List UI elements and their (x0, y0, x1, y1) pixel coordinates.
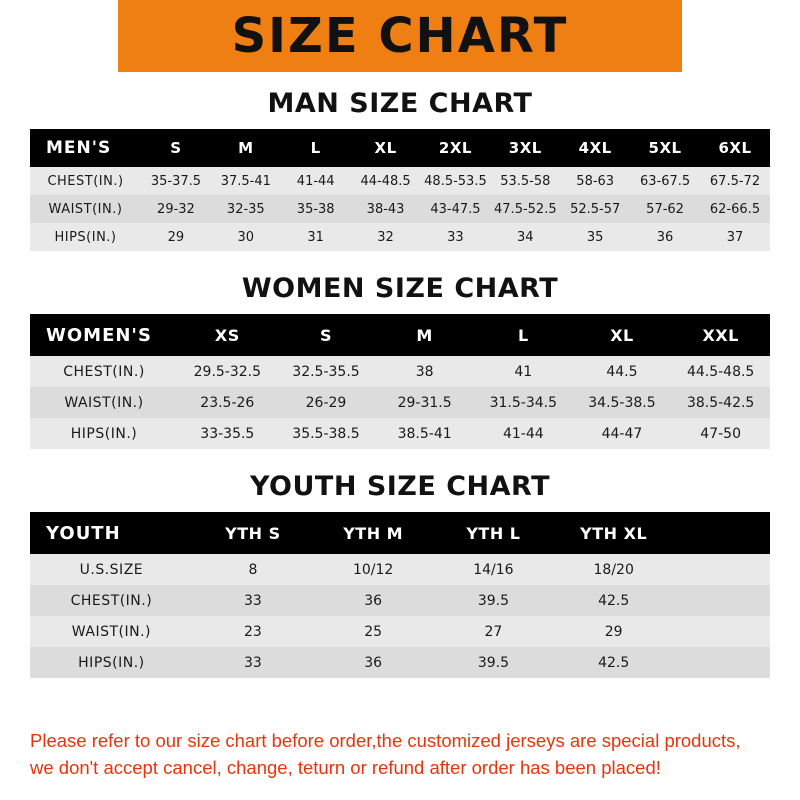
cell-empty (674, 585, 770, 616)
table-row (30, 418, 770, 449)
cell: 42.5 (598, 654, 630, 671)
women-size-table (30, 314, 770, 449)
cell: 37 (726, 229, 744, 245)
footer-disclaimer (30, 728, 776, 782)
cell: 38.5-41 (397, 425, 452, 442)
youth-table-wrap (0, 512, 800, 678)
cell: 29.5-32.5 (193, 363, 262, 380)
cell: 53.5-58 (500, 173, 551, 189)
cell: 25 (364, 623, 383, 640)
cell: 34.5-38.5 (588, 394, 656, 411)
col-header-mens: MEN'S (46, 138, 112, 158)
cell: 44.5 (606, 363, 638, 380)
cell: 29 (167, 229, 185, 245)
man-size-table (30, 129, 770, 251)
cell: 33 (244, 654, 262, 671)
cell-empty (674, 554, 770, 585)
col-header-xxl: XXL (702, 325, 739, 345)
cell: 8 (248, 561, 258, 578)
cell: 35 (586, 229, 604, 245)
col-header-spacer (674, 512, 770, 554)
cell: 33 (447, 229, 464, 245)
table-header-row (30, 314, 770, 356)
cell: 27 (484, 623, 503, 640)
cell-empty (674, 647, 770, 678)
cell: 23 (244, 623, 262, 640)
cell-empty (674, 616, 770, 647)
row-label-hips: HIPS(IN.) (78, 654, 145, 671)
page-title: SIZE CHART (231, 8, 569, 64)
cell: 58-63 (576, 173, 615, 189)
cell: 47.5-52.5 (494, 201, 557, 217)
cell: 18/20 (593, 561, 634, 578)
table-row (30, 167, 770, 195)
row-label-waist: WAIST(IN.) (48, 201, 123, 217)
cell: 37.5-41 (220, 173, 271, 189)
col-header-youth: YOUTH (46, 522, 121, 544)
table-row (30, 195, 770, 223)
col-header-yth-s: YTH S (225, 523, 281, 543)
cell: 38.5-42.5 (686, 394, 755, 411)
man-section-title: MAN SIZE CHART (267, 88, 533, 119)
table-row (30, 585, 770, 616)
cell: 38 (415, 363, 434, 380)
col-header-l: L (517, 325, 529, 345)
cell: 39.5 (477, 654, 509, 671)
cell: 48.5-53.5 (424, 173, 487, 189)
cell: 32 (377, 229, 394, 245)
cell: 43-47.5 (430, 201, 481, 217)
cell: 63-67.5 (639, 173, 691, 189)
cell: 31 (307, 229, 324, 245)
footer-line-1: Please refer to our size chart before order,the customized jerseys are special products, (30, 730, 741, 752)
table-header-row (30, 512, 770, 554)
col-header-s: S (170, 139, 182, 157)
row-label-chest: CHEST(IN.) (70, 592, 153, 609)
cell: 10/12 (352, 561, 394, 578)
cell: 44.5-48.5 (686, 363, 755, 380)
cell: 29-31.5 (397, 394, 452, 411)
table-row (30, 647, 770, 678)
cell: 38-43 (366, 201, 405, 217)
cell: 35-37.5 (150, 173, 202, 189)
row-label-waist: WAIST(IN.) (71, 623, 151, 640)
col-header-4xl: 4XL (578, 139, 612, 157)
cell: 41-44 (296, 173, 335, 189)
col-header-3xl: 3XL (508, 139, 542, 157)
header-banner (0, 0, 800, 72)
row-label-hips: HIPS(IN.) (70, 425, 138, 442)
cell: 52.5-57 (570, 201, 621, 217)
women-section-title: WOMEN SIZE CHART (241, 273, 559, 304)
col-header-l: L (310, 139, 321, 157)
cell: 36 (364, 654, 383, 671)
table-header-row (30, 129, 770, 167)
col-header-2xl: 2XL (438, 139, 472, 157)
col-header-xs: XS (214, 325, 240, 345)
col-header-xl: XL (610, 325, 634, 345)
cell: 31.5-34.5 (489, 394, 557, 411)
row-label-us-size: U.S.SIZE (79, 561, 144, 578)
cell: 32.5-35.5 (292, 363, 360, 380)
youth-size-table (30, 512, 770, 678)
col-header-xl: XL (374, 139, 397, 157)
cell: 39.5 (477, 592, 509, 609)
table-row (30, 616, 770, 647)
cell: 33-35.5 (200, 425, 255, 442)
cell: 29 (604, 623, 623, 640)
row-label-chest: CHEST(IN.) (47, 173, 124, 189)
col-header-womens: WOMEN'S (46, 324, 152, 346)
table-row (30, 554, 770, 585)
cell: 29-32 (157, 201, 195, 217)
cell: 23.5-26 (200, 394, 255, 411)
cell: 35-38 (296, 201, 335, 217)
col-header-yth-m: YTH M (343, 523, 404, 543)
women-table-wrap (0, 314, 800, 449)
col-header-yth-xl: YTH XL (580, 523, 648, 543)
col-header-m: M (416, 325, 433, 345)
table-row (30, 223, 770, 251)
col-header-5xl: 5XL (648, 139, 682, 157)
cell: 62-66.5 (709, 201, 761, 217)
table-row (30, 387, 770, 418)
cell: 30 (237, 229, 255, 245)
cell: 33 (244, 592, 262, 609)
row-label-hips: HIPS(IN.) (54, 229, 117, 245)
cell: 34 (517, 229, 534, 245)
cell: 47-50 (700, 425, 741, 442)
cell: 42.5 (598, 592, 630, 609)
cell: 41-44 (502, 425, 544, 442)
col-header-6xl: 6XL (718, 139, 752, 157)
cell: 41 (514, 363, 533, 380)
cell: 36 (364, 592, 383, 609)
youth-section-title: YOUTH SIZE CHART (249, 471, 551, 502)
cell: 57-62 (646, 201, 684, 217)
footer-line-2: we don't accept cancel, change, teturn or refund after order has been placed! (30, 757, 661, 779)
man-table-wrap (0, 129, 800, 251)
cell: 35.5-38.5 (292, 425, 360, 442)
cell: 32-35 (226, 201, 265, 217)
col-header-s: S (319, 325, 332, 345)
col-header-m: M (238, 139, 254, 157)
col-header-yth-l: YTH L (466, 523, 521, 543)
cell: 26-29 (305, 394, 347, 411)
row-label-waist: WAIST(IN.) (64, 394, 144, 411)
cell: 44-48.5 (360, 173, 411, 189)
row-label-chest: CHEST(IN.) (63, 363, 145, 380)
cell: 44-47 (601, 425, 643, 442)
table-row (30, 356, 770, 387)
cell: 67.5-72 (709, 173, 761, 189)
cell: 14/16 (473, 561, 514, 578)
cell: 36 (656, 229, 674, 245)
